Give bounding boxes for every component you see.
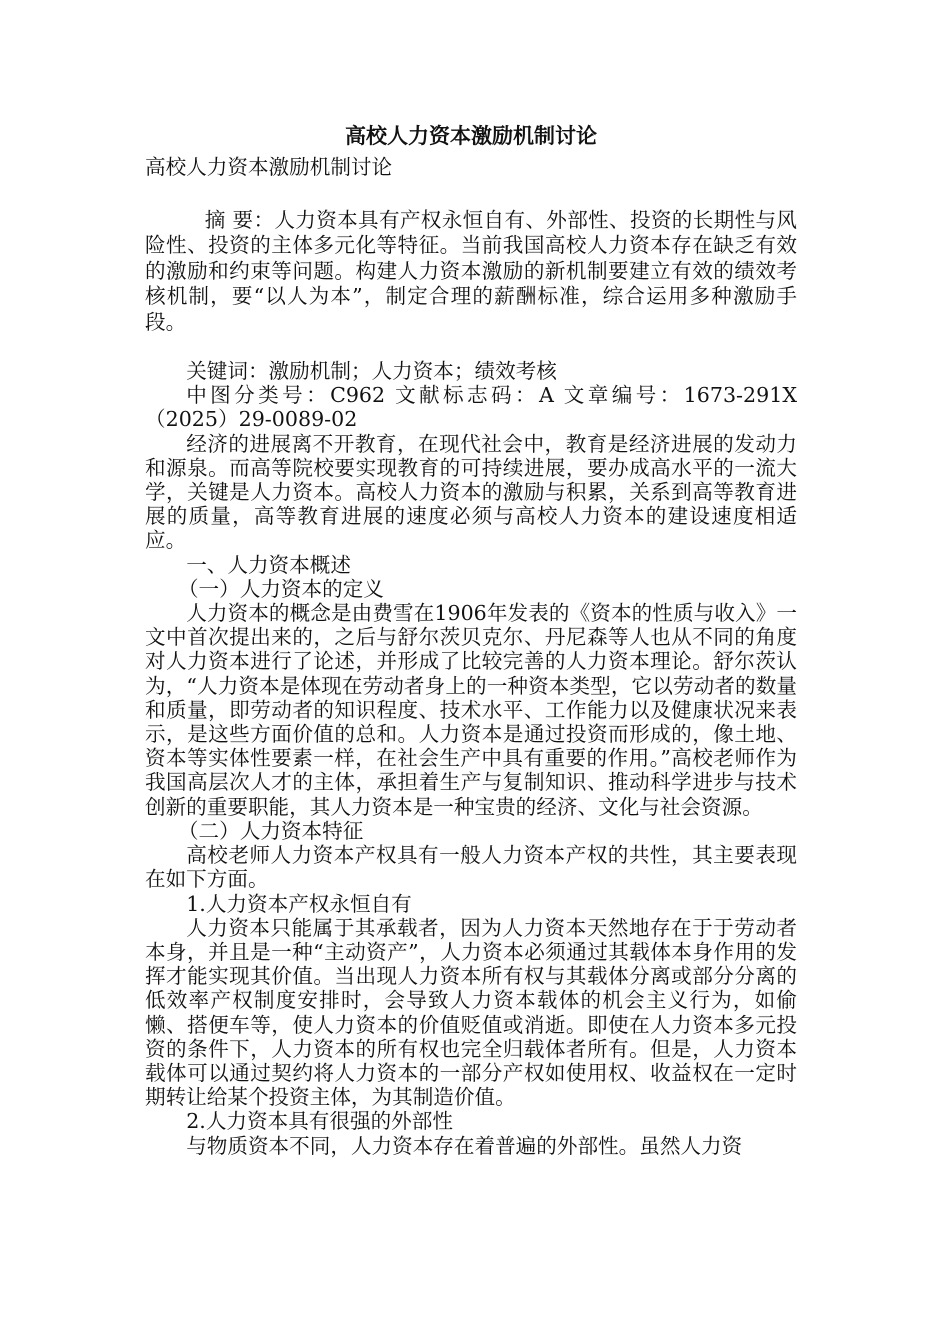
point-heading: 2.人力资本具有很强的外部性 [186,1109,453,1134]
document-subtitle: 高校人力资本激励机制讨论 [145,155,393,179]
subsection-heading: （一）人力资本的定义 [177,576,384,601]
document-page [145,118,797,1158]
body-paragraph: 人力资本的概念是由费雪在1906年发表的《资本的性质与收入》一文中首次提出来的，之后与舒尔茨贝克尔、丹尼森等人也从不同的角度对人力资本进行了论述，并形成了比较完善的人力资本理论。舒尔茨认为，“人力资本是体现在劳动者身上的一种资本类型，它以劳动者的数量和质量，即劳动者的知识程度、技术水平、工作能力以及健康状况来表示，是这些方面价值的总和。人力资本是通过投资而形成的，像土地、资本等实体性要素一样，在社会生产中具有重要的作用。”高校老师作为我国高层次人才的主体，承担着生产与复制知识、推动科学进步与技术创新的重要职能，其人力资本是一种宝贵的经济、文化与社会资源。 [145,601,797,819]
section-heading: 一、人力资本概述 [186,552,351,577]
body-paragraph: 经济的进展离不开教育，在现代社会中，教育是经济进展的发动力和源泉。而高等院校要实现教育的可持续进展，要办成高水平的一流大学，关键是人力资本。高校人力资本的激励与积累，关系到高等教育进展的质量，高等教育进展的速度必须与高校人力资本的建设速度相适应。 [145,431,797,553]
document-title: 高校人力资本激励机制讨论 [345,123,597,148]
point-heading: 1.人力资本产权永恒自有 [186,891,412,916]
body-paragraph: 与物质资本不同，人力资本存在着普遍的外部性。虽然人力资 [186,1133,743,1158]
classification-line: 中图分类号：C962 文献标志码：A 文章编号：1673-291X（2025）29-0089-02 [145,383,797,432]
spacer [145,180,797,208]
keywords-line: 关键词：激励机制；人力资本；绩效考核 [186,359,557,384]
body-paragraph: 人力资本只能属于其承载者，因为人力资本天然地存在于于劳动者本身，并且是一种“主动资产”，人力资本必须通过其载体本身作用的发挥才能实现其价值。当出现人力资本所有权与其载体分离或部分分离的低效率产权制度安排时，会导致人力资本载体的机会主义行为，如偷懒、搭便车等，使人力资本的价值贬值或消逝。即使在人力资本多元投资的条件下，人力资本的所有权也完全归载体者所有。但是，人力资本载体可以通过契约将人力资本的一部分产权如使用权、收益权在一定时期转让给某个投资主体，为其制造价值。 [145,915,797,1110]
subsection-heading: （二）人力资本特征 [177,818,364,843]
spacer [145,335,797,359]
abstract-paragraph: 摘 要：人力资本具有产权永恒自有、外部性、投资的长期性与风险性、投资的主体多元化等特征。当前我国高校人力资本存在缺乏有效的激励和约束等问题。构建人力资本激励的新机制要建立有效的绩效考核机制，要“以人为本”，制定合理的薪酬标准，综合运用多种激励手段。 [145,208,797,334]
body-paragraph: 高校老师人力资本产权具有一般人力资本产权的共性，其主要表现在如下方面。 [145,843,797,892]
